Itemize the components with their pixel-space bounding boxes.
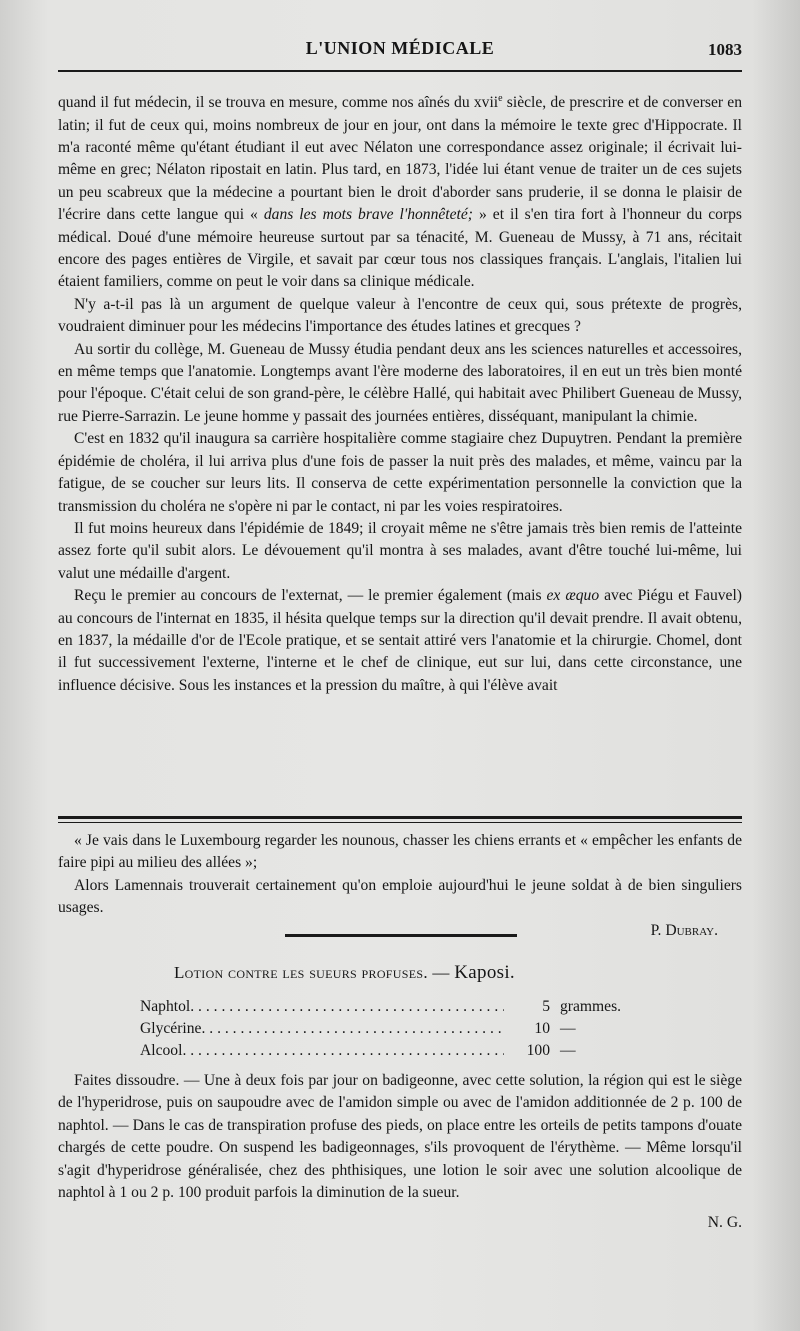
lotion-author: Kaposi. xyxy=(454,962,515,983)
paragraph: Il fut moins heureux dans l'épidémie de 1849; il croyait même ne s'être jamais très bien remis de l'atteinte assez forte qu'il subit alors. Le dévouement qu'il montra à ses malades, avant d'être touché lui-même, lui valut une médaille d'argent. xyxy=(58,519,742,582)
ingredient-qty: 100 xyxy=(526,1042,550,1059)
divider-rule xyxy=(285,934,517,937)
ingredient-unit: grammes. xyxy=(560,998,622,1015)
text-run: » et il s'en tira fort à l'honneur du corps médical. Doué d'une mémoire heureuse surtout par sa ténacité, M. Gueneau de Mussy, à 71 ans, récitait encore des pages entières de Virgile, et savait par cœur tous nos classiques français. L'anglais, l'italien lui étaient familiers, comme on peut le voir dans sa clinique médicale. xyxy=(58,206,742,291)
ingredient-row xyxy=(140,1040,660,1062)
ingredient-name: Naphtol xyxy=(140,998,191,1015)
ingredient-unit: — xyxy=(560,1020,576,1037)
superscript: e xyxy=(498,93,503,104)
lotion-signature: N. G. xyxy=(707,1214,742,1231)
leader-dots xyxy=(201,1018,504,1040)
section-rule-thin xyxy=(58,822,742,823)
running-title: L'UNION MÉDICALE xyxy=(305,38,495,58)
quote-signature: P. Dubray. xyxy=(650,921,718,939)
leader-dots xyxy=(190,996,504,1018)
ingredient-row xyxy=(140,1018,660,1040)
lotion-heading xyxy=(174,962,734,984)
header-rule xyxy=(58,70,742,72)
heading-dash: — xyxy=(427,963,455,982)
page-header xyxy=(58,34,742,64)
text-run: Reçu le premier au concours de l'externat, — le premier également (mais xyxy=(74,587,547,605)
italic-quote: dans les mots brave l'honnêteté; xyxy=(263,206,474,224)
paragraph: N'y a-t-il pas là un argument de quelque valeur à l'encontre de ceux qui, sous prétexte de progrès, voudraient diminuer pour les médecins l'importance des études latines et grecques ? xyxy=(58,295,742,336)
text-run: siècle, de prescrire et de converser en latin; il fut de ceux qui, moins nombreux de jour en jour, ont dans la mémoire le texte grec d'Hippocrate. Il m'a raconté même qu'étant étudiant il eut avec Nélaton une correspondance assez originale; il écrivait lui-même en grec; Nélaton ripostait en latin. Plus tard, en 1873, l'idée lui étant venue de traiter un de ces sujets un peu scabreux que la médecine a pourtant bien le droit d'aborder sans pruderie, il se donna le plaisir de l'écrire dans cette langue qui « xyxy=(58,94,742,224)
paragraph: Au sortir du collège, M. Gueneau de Mussy étudia pendant deux ans les sciences naturelles et accessoires, en même temps que l'anatomie. Longtemps avant l'ère moderne des laboratoires, il en eut un très bien monté pour l'époque. C'était celui de son grand-père, le célèbre Hallé, qui habitait avec Philibert Gueneau de Mussy, rue Pierre-Sarrazin. Le jeune homme y passait des journées entières, disséquant, manipulant la chimie. xyxy=(58,340,742,425)
quote-line: « Je vais dans le Luxembourg regarder les nounous, chasser les chiens errants et « empêcher les enfants de faire pipi au milieu des allées »; xyxy=(58,832,742,872)
paragraph xyxy=(58,585,742,697)
page-number: 1083 xyxy=(708,40,742,59)
ingredient-qty: 10 xyxy=(534,1020,550,1037)
ingredient-qty: 5 xyxy=(542,998,550,1015)
ingredient-unit: — xyxy=(560,1042,576,1059)
ingredient-row xyxy=(140,996,660,1018)
italic-phrase: ex æquo xyxy=(546,587,600,605)
text-run: quand il fut médecin, il se trouva en mesure, comme nos aînés du xvii xyxy=(58,94,499,112)
ingredient-list xyxy=(140,996,660,1062)
paragraph: C'est en 1832 qu'il inaugura sa carrière hospitalière comme stagiaire chez Dupuytren. Pendant la première épidémie de choléra, il lui arriva plus d'une fois de passer la nuit près des malades, et même, vaincu par la fatigue, de se coucher sur leurs lits. Il conserva de cette expérimentation personnelle la conviction que la transmission du choléra ne s'opère ni par le contact, ni par les voies respiratoires. xyxy=(58,430,742,515)
lotion-title: Lotion contre les sueurs profuses. xyxy=(174,963,428,982)
paragraph: Faites dissoudre. — Une à deux fois par jour on badigeonne, avec cette solution, la région qui est le siège de l'hyperidrose, puis on saupoudre avec de l'amidon simple ou avec de l'amidon additionnée de 2 p. 100 de naphtol. — Dans le cas de transpiration profuse des pieds, on place entre les orteils de petits tampons d'ouate chargés de cette poudre. On suspend les badigeonnages, s'ils provoquent de l'érythème. — Même lorsqu'il s'agit d'hyperidrose généralisée, chez des phthisiques, une lotion le soir avec une solution alcoolique de naphtol à 1 ou 2 p. 100 produit parfois la diminution de la sueur. xyxy=(58,1072,742,1202)
text-run: avec Piégu et Fauvel) au concours de l'internat en 1835, il hésita quelque temps sur la direction qu'il devait prendre. Il avait obtenu, en 1837, la médaille d'or de l'Ecole pratique, et se sentait attiré vers l'anatomie et la chirurgie. Chomel, dont il fut successivement l'externe, l'interne et le chef de clinique, eut sur lui, dans cette circonstance, une influence décisive. Sous les instances et la pression du maître, à qui l'élève avait xyxy=(58,587,742,694)
ingredient-name: Glycérine xyxy=(140,1020,202,1037)
section-rule-thick xyxy=(58,816,742,819)
lotion-instructions xyxy=(58,1070,742,1204)
paragraph xyxy=(58,88,742,294)
ingredient-name: Alcool xyxy=(140,1042,183,1059)
quote-line: Alors Lamennais trouverait certainement qu'on emploie aujourd'hui le jeune soldat à de bien singuliers usages. xyxy=(58,876,742,917)
quote-block xyxy=(58,830,742,942)
leader-dots xyxy=(182,1040,504,1062)
main-article xyxy=(58,88,742,697)
